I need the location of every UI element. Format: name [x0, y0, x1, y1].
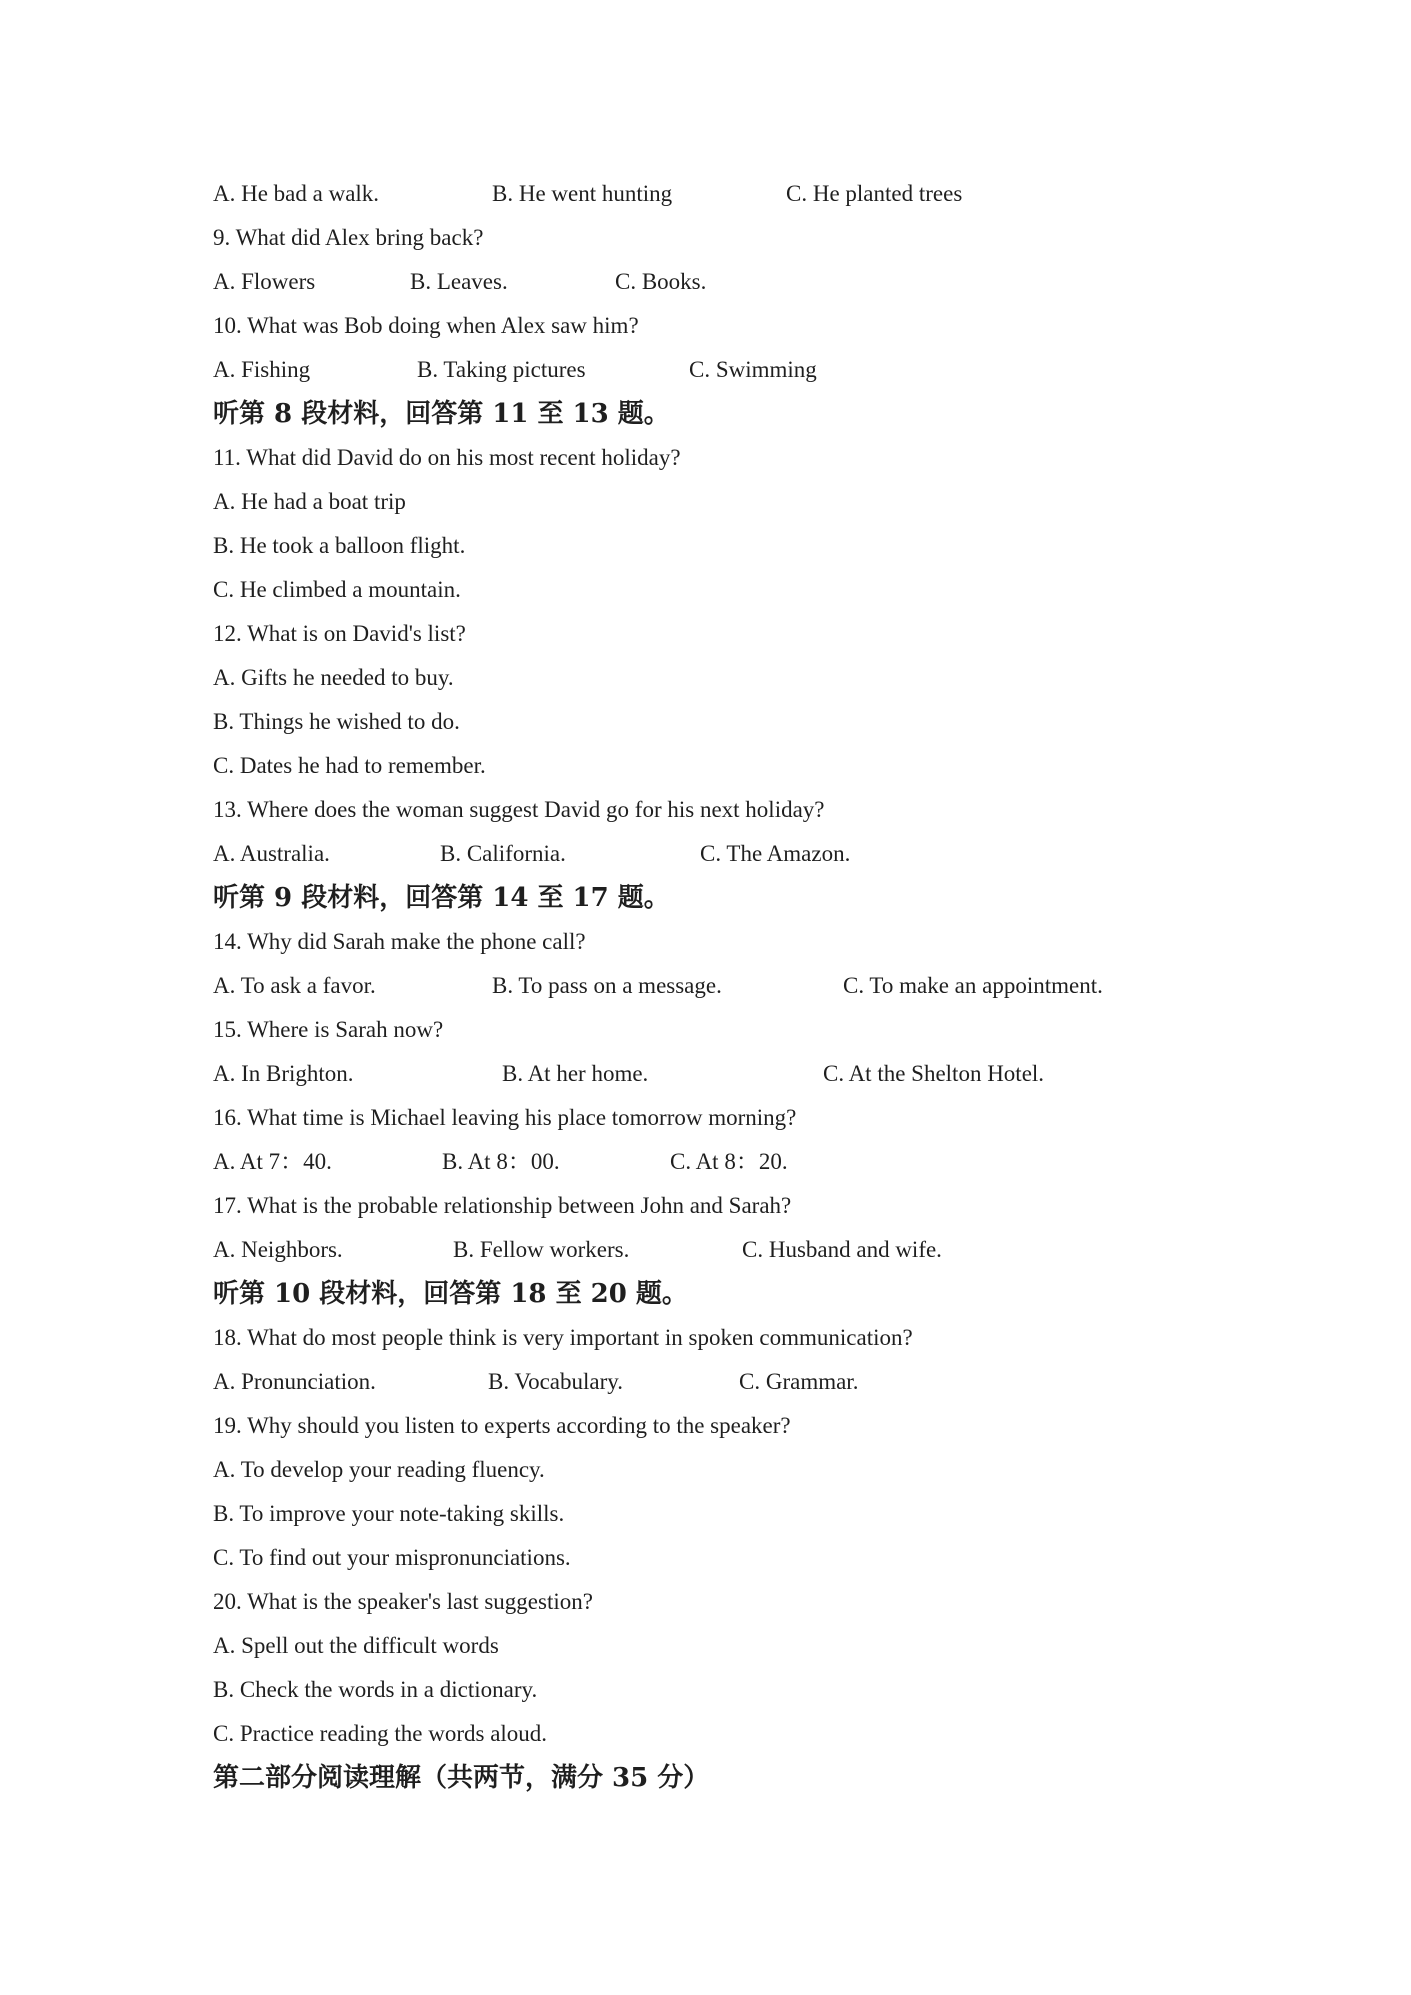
q14-option-b: B. To pass on a message.	[492, 973, 722, 998]
q18-option-a: A. Pronunciation.	[213, 1369, 376, 1394]
q13-option-b: B. California.	[440, 841, 566, 866]
q13-option-c: C. The Amazon.	[700, 841, 851, 866]
q18-option-b: B. Vocabulary.	[488, 1369, 624, 1394]
q10-question: 10. What was Bob doing when Alex saw him?	[213, 313, 639, 338]
q11-option-c: C. He climbed a mountain.	[213, 577, 461, 602]
part-2-heading: 第二部分阅读理解（共两节，满分 35 分）	[213, 1763, 710, 1793]
q11-option-b: B. He took a balloon flight.	[213, 533, 466, 558]
q12-question: 12. What is on David's list?	[213, 621, 466, 646]
q14-option-a: A. To ask a favor.	[213, 973, 376, 998]
q10-option-b: B. Taking pictures	[417, 357, 586, 382]
q15-option-c: C. At the Shelton Hotel.	[823, 1061, 1045, 1086]
q17-question: 17. What is the probable relationship between John and Sarah?	[213, 1193, 792, 1218]
q11-option-a: A. He had a boat trip	[213, 489, 406, 514]
q16-option-c: C. At 8：20.	[670, 1149, 788, 1174]
q16-option-b: B. At 8：00.	[442, 1149, 560, 1174]
q20-question: 20. What is the speaker's last suggestion?	[213, 1589, 593, 1614]
q8-option-c: C. He planted trees	[786, 181, 963, 206]
q18-question: 18. What do most people think is very important in spoken communication?	[213, 1325, 913, 1350]
q20-option-c: C. Practice reading the words aloud.	[213, 1721, 548, 1746]
q12-option-a: A. Gifts he needed to buy.	[213, 665, 454, 690]
q15-question: 15. Where is Sarah now?	[213, 1017, 444, 1042]
q9-option-b: B. Leaves.	[410, 269, 508, 294]
q12-option-b: B. Things he wished to do.	[213, 709, 460, 734]
q10-option-c: C. Swimming	[689, 357, 817, 382]
q9-option-c: C. Books.	[615, 269, 707, 294]
q17-option-b: B. Fellow workers.	[453, 1237, 630, 1262]
section-8-heading: 听第 8 段材料，回答第 11 至 13 题。	[213, 399, 670, 429]
q9-question: 9. What did Alex bring back?	[213, 225, 484, 250]
q19-option-b: B. To improve your note-taking skills.	[213, 1501, 565, 1526]
q16-question: 16. What time is Michael leaving his place tomorrow morning?	[213, 1105, 797, 1130]
q15-option-a: A. In Brighton.	[213, 1061, 354, 1086]
q11-question: 11. What did David do on his most recent holiday?	[213, 445, 681, 470]
q18-option-c: C. Grammar.	[739, 1369, 859, 1394]
q12-option-c: C. Dates he had to remember.	[213, 753, 486, 778]
q20-option-a: A. Spell out the difficult words	[213, 1633, 499, 1658]
q20-option-b: B. Check the words in a dictionary.	[213, 1677, 538, 1702]
q13-option-a: A. Australia.	[213, 841, 330, 866]
q10-option-a: A. Fishing	[213, 357, 311, 382]
q15-option-b: B. At her home.	[502, 1061, 649, 1086]
q13-question: 13. Where does the woman suggest David go for his next holiday?	[213, 797, 825, 822]
q17-option-a: A. Neighbors.	[213, 1237, 343, 1262]
q8-option-b: B. He went hunting	[492, 181, 673, 206]
q14-option-c: C. To make an appointment.	[843, 973, 1103, 998]
q19-option-a: A. To develop your reading fluency.	[213, 1457, 545, 1482]
q17-option-c: C. Husband and wife.	[742, 1237, 942, 1262]
q19-option-c: C. To find out your mispronunciations.	[213, 1545, 571, 1570]
q8-option-a: A. He bad a walk.	[213, 181, 380, 206]
q9-option-a: A. Flowers	[213, 269, 316, 294]
section-10-heading: 听第 10 段材料，回答第 18 至 20 题。	[213, 1279, 688, 1309]
q16-option-a: A. At 7：40.	[213, 1149, 332, 1174]
q19-question: 19. Why should you listen to experts according to the speaker?	[213, 1413, 791, 1438]
q14-question: 14. Why did Sarah make the phone call?	[213, 929, 586, 954]
section-9-heading: 听第 9 段材料，回答第 14 至 17 题。	[213, 883, 670, 913]
